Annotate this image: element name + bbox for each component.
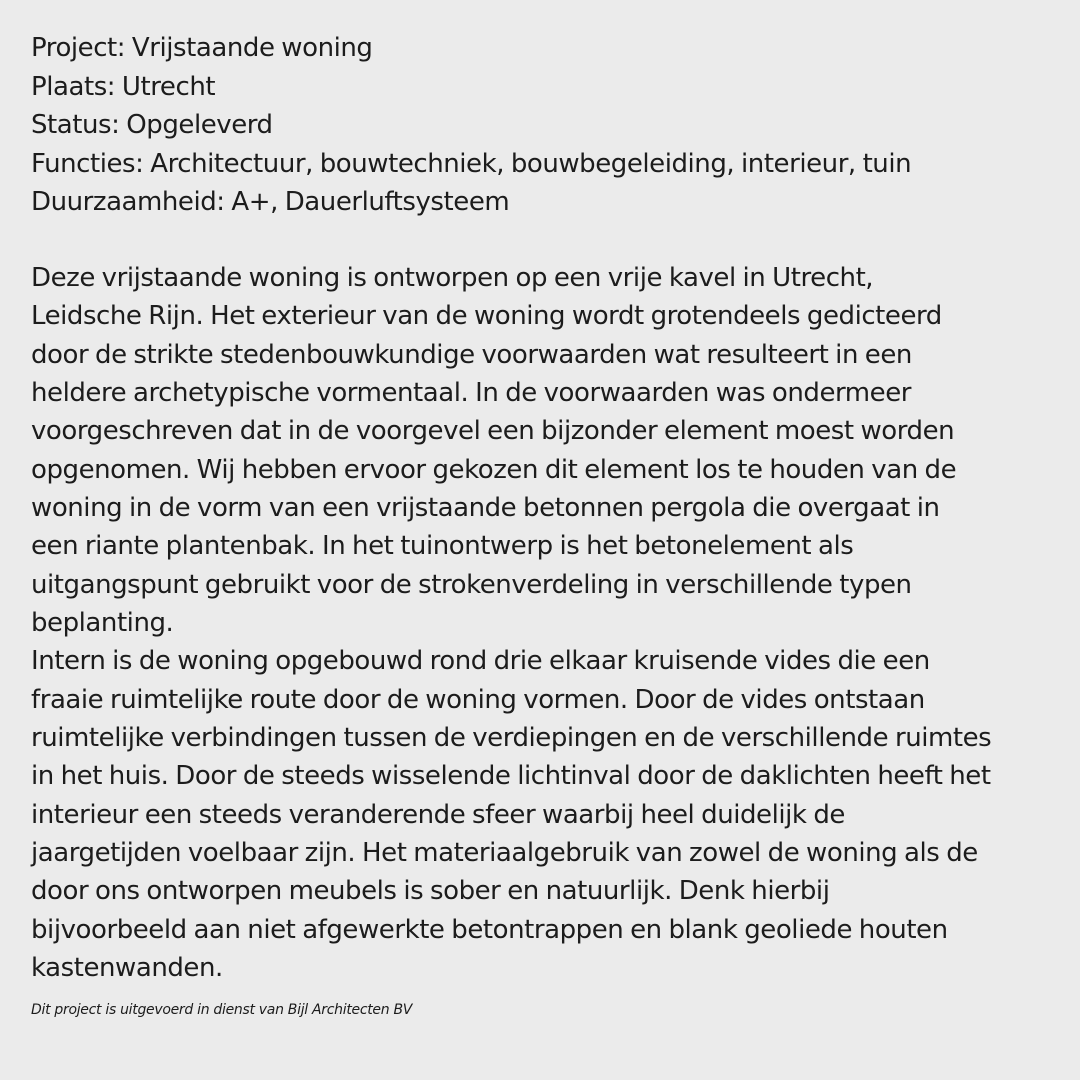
paragraph-line: door de strikte stedenbouwkundige voorwaarden wat resulteert in een <box>31 339 912 370</box>
project-sustainability: Duurzaamheid: A+, Dauerluftsysteem <box>31 187 510 218</box>
project-description <box>31 259 1061 988</box>
paragraph-line: fraaie ruimtelijke route door de woning vormen. Door de vides ontstaan <box>31 684 925 715</box>
paragraph-line: heldere archetypische vormentaal. In de voorwaarden was ondermeer <box>31 378 911 408</box>
project-status: Status: Opgeleverd <box>31 110 273 141</box>
paragraph-line: uitgangspunt gebruikt voor de strokenverdeling in verschillende typen <box>31 569 912 600</box>
document-content <box>31 29 1061 988</box>
paragraph-line: Intern is de woning opgebouwd rond drie elkaar kruisende vides die een <box>31 646 930 677</box>
description-paragraph-1 <box>31 259 1061 642</box>
paragraph-line: bijvoorbeeld aan niet afgewerkte betontrappen en blank geoliede houten <box>31 914 948 945</box>
paragraph-line: kastenwanden. <box>31 953 223 984</box>
paragraph-line: Deze vrijstaande woning is ontworpen op een vrije kavel in Utrecht, <box>31 262 874 293</box>
paragraph-line: een riante plantenbak. In het tuinontwerp is het betonelement als <box>31 531 854 562</box>
paragraph-line: beplanting. <box>31 608 174 639</box>
paragraph-line: in het huis. Door de steeds wisselende lichtinval door de daklichten heeft het <box>31 761 991 792</box>
paragraph-line: opgenomen. Wij hebben ervoor gekozen dit element los te houden van de <box>31 454 957 485</box>
paragraph-line: ruimtelijke verbindingen tussen de verdiepingen en de verschillende ruimtes <box>31 723 992 754</box>
paragraph-line: Leidsche Rijn. Het exterieur van de woning wordt grotendeels gedicteerd <box>31 301 942 332</box>
paragraph-line: door ons ontworpen meubels is sober en natuurlijk. Denk hierbij <box>31 876 830 907</box>
credit-note: Dit project is uitgevoerd in dienst van Bijl Architecten BV <box>31 1002 413 1018</box>
paragraph-line: jaargetijden voelbaar zijn. Het materiaalgebruik van zowel de woning als de <box>31 838 978 869</box>
project-info <box>31 29 1061 222</box>
project-location: Plaats: Utrecht <box>31 71 216 102</box>
paragraph-line: woning in de vorm van een vrijstaande betonnen pergola die overgaat in <box>31 493 940 524</box>
paragraph-line: voorgeschreven dat in de voorgevel een bijzonder element moest worden <box>31 416 955 447</box>
project-functions: Functies: Architectuur, bouwtechniek, bouwbegeleiding, interieur, tuin <box>31 148 912 179</box>
description-paragraph-2 <box>31 642 1061 987</box>
project-name: Project: Vrijstaande woning <box>31 33 373 63</box>
paragraph-line: interieur een steeds veranderende sfeer waarbij heel duidelijk de <box>31 799 845 830</box>
